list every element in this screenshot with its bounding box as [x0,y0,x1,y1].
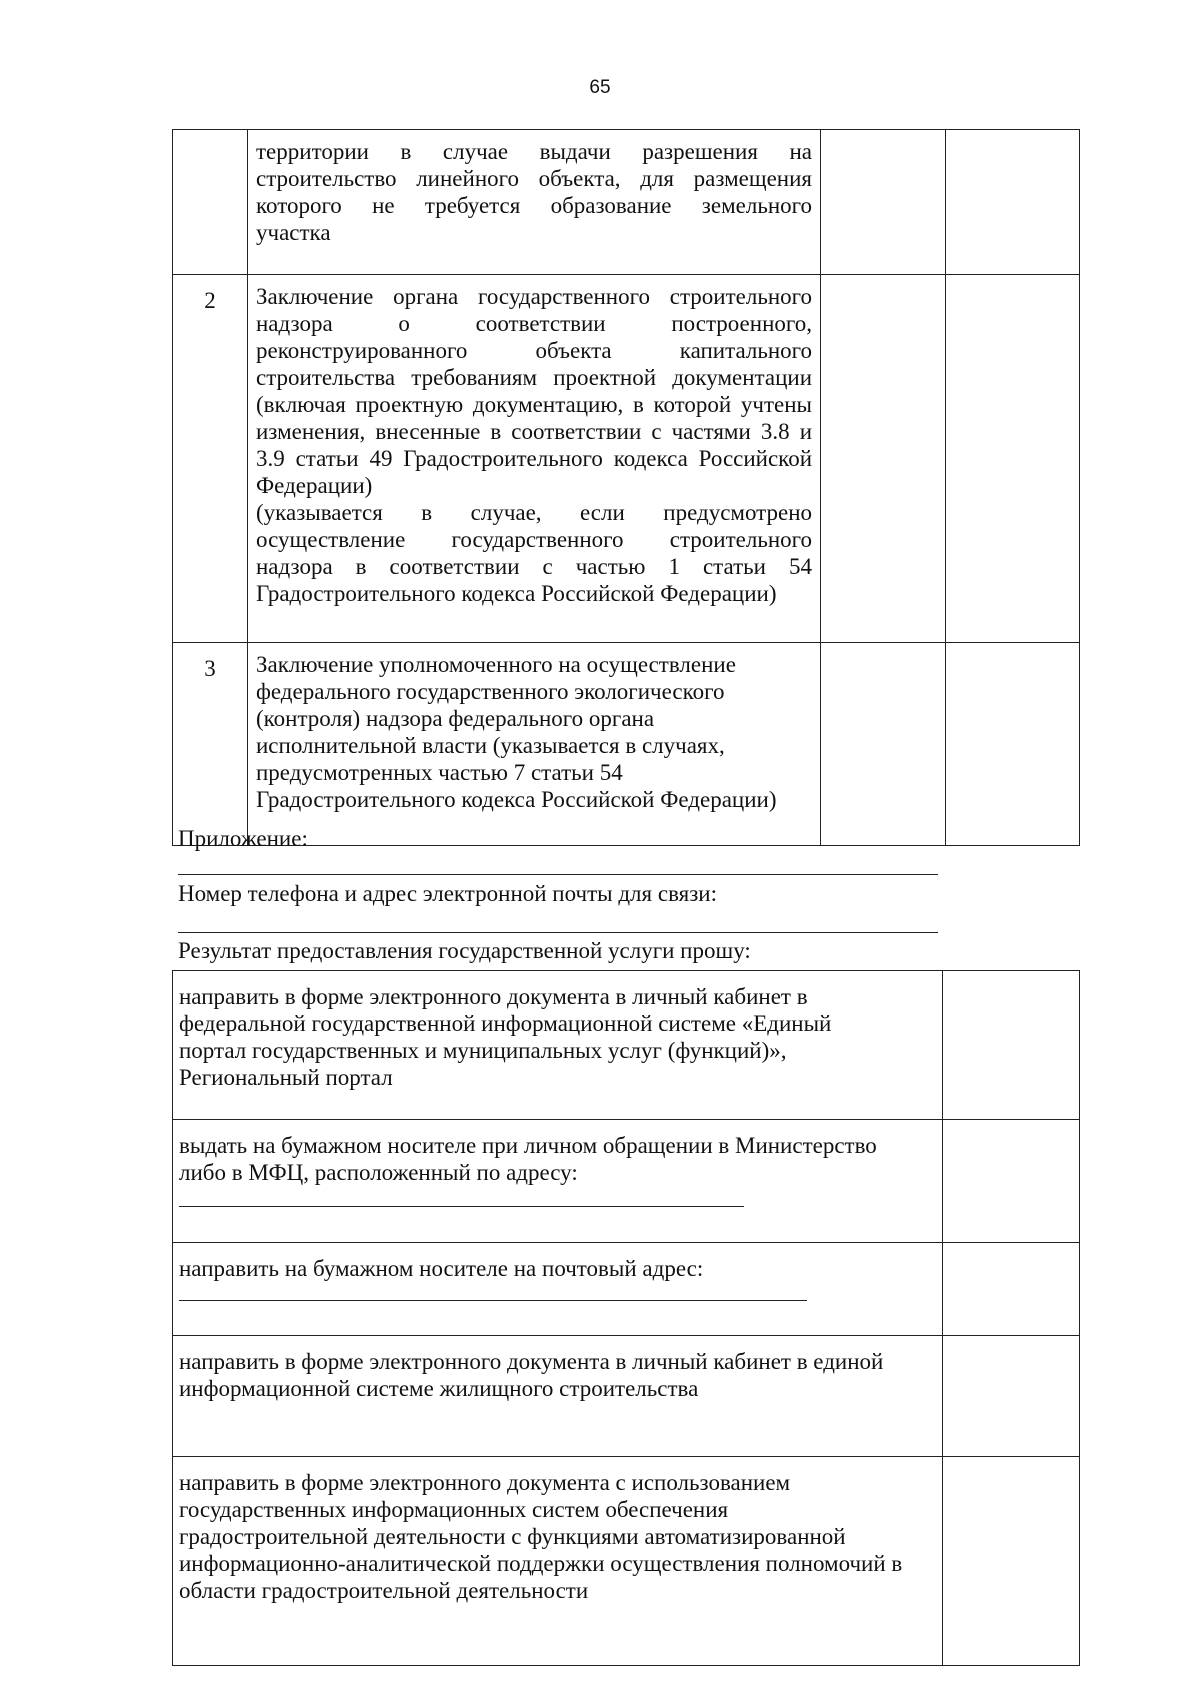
result-option-text: направить в форме электронного документа в личный кабинет в федеральной государственной информационной системе «Единый портал государственных и муниципальных услуг (функций)», Региональный портал [173,971,943,1120]
result-option-row [173,1336,1080,1457]
result-option-row [173,1120,1080,1243]
note-cell[interactable] [946,130,1080,275]
document-description: Заключение уполномоченного на осуществление федерального государственного экологического (контроля) надзора федерального органа исполнительной власти (указывается в случаях, предусмотренных частью 7 статьи 54 Градостроительного кодекса Российской Федерации) [248,643,821,846]
result-option-checkbox[interactable] [943,1243,1080,1336]
mfc-address-field[interactable] [179,1206,744,1207]
attachment-field[interactable] [178,874,938,875]
result-option-text: направить на бумажном носителе на почтовый адрес: [173,1243,943,1336]
note-cell[interactable] [946,275,1080,643]
contact-label: Номер телефона и адрес электронной почты для связи: [178,881,717,906]
details-cell[interactable] [821,275,946,643]
result-option-text: выдать на бумажном носителе при личном обращении в Министерство либо в МФЦ, расположенный по адресу: [173,1120,943,1243]
result-label: Результат предоставления государственной услуги прошу: [178,938,751,963]
result-option-text: направить в форме электронного документа с использованием государственных информационных систем обеспечения градостроительной деятельности с функциями автоматизированной информационно-аналитической поддержки осуществления полномочий в области градостроительной деятельности [173,1457,943,1666]
result-option-checkbox[interactable] [943,971,1080,1120]
document-description: Заключение органа государственного строительного надзора о соответствии построенного, реконструированного объекта капитального строительства требованиям проектной документации (включая проектную документацию, в которой учтены изменения, внесенные в соответствии с частями 3.8 и 3.9 статьи 49 Градостроительного кодекса Российской Федерации) (указывается в случае, если предусмотрено осуществление государственного строительного надзора в соответствии с частью 1 статьи 54 Градостроительного кодекса Российской Федерации) [248,275,821,643]
result-option-row [173,1457,1080,1666]
contact-field[interactable] [178,932,938,933]
result-option-row [173,971,1080,1120]
details-cell[interactable] [821,643,946,846]
details-cell[interactable] [821,130,946,275]
result-option-checkbox[interactable] [943,1457,1080,1666]
table-row [173,643,1080,846]
row-number: 3 [173,643,248,846]
table-row [173,275,1080,643]
attachment-label: Приложение: [178,826,308,851]
note-cell[interactable] [946,643,1080,846]
row-number [173,130,248,275]
result-option-checkbox[interactable] [943,1120,1080,1243]
document-description: территории в случае выдачи разрешения на строительство линейного объекта, для размещения которого не требуется образование земельного участка [248,130,821,275]
result-option-text: направить в форме электронного документа в личный кабинет в единой информационной системе жилищного строительства [173,1336,943,1457]
table-row [173,130,1080,275]
postal-address-field[interactable] [179,1300,807,1301]
page-number: 65 [589,77,611,98]
result-option-checkbox[interactable] [943,1336,1080,1457]
result-option-row [173,1243,1080,1336]
documents-table [172,129,1080,846]
result-options-table [172,970,1080,1666]
row-number: 2 [173,275,248,643]
